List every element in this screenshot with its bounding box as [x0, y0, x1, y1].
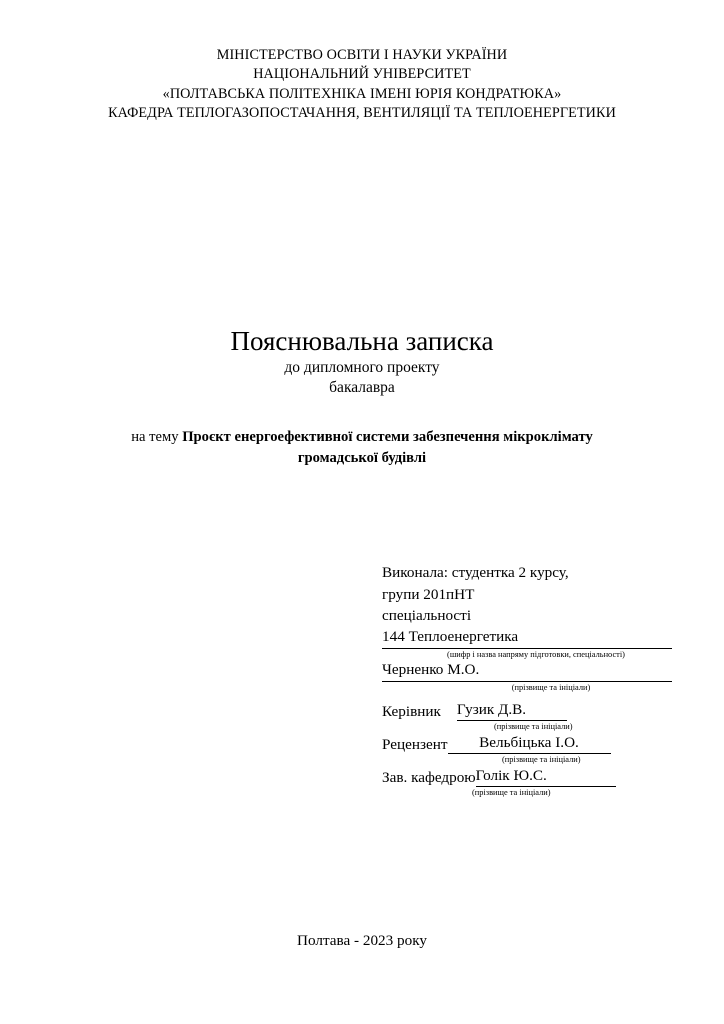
supervisor-name-recenzent: Вельбіцька І.О. [448, 733, 611, 754]
organization-line-university-name: «ПОЛТАВСЬКА ПОЛІТЕХНІКА ІМЕНІ ЮРІЯ КОНДРАТЮКА» [162, 85, 562, 102]
author-speciality-value: 144 Теплоенергетика [382, 627, 672, 649]
supervisor-caption-recenzent: (прізвище та ініціали) [502, 755, 581, 764]
supervisor-row-zav-kafedroyu [382, 766, 682, 787]
supervisor-name-zav-kafedroyu: Голік Ю.С. [476, 766, 616, 787]
author-speciality-label: спеціальності [382, 607, 472, 624]
author-block [382, 562, 672, 693]
author-performed-by: Виконала: студентка 2 курсу, [382, 564, 569, 581]
supervisor-row-recenzent [382, 733, 682, 754]
document-subtitle-degree: бакалавра [329, 379, 395, 396]
document-title: Пояснювальна записка [230, 326, 494, 356]
topic-block [100, 427, 624, 469]
organization-line-ministry: МІНІСТЕРСТВО ОСВІТИ І НАУКИ УКРАЇНИ [216, 47, 508, 63]
supervisor-caption-zav-kafedroyu: (прізвище та ініціали) [472, 788, 551, 797]
supervisor-role-kerivnyk: Керівник [382, 703, 441, 720]
supervisor-name-kerivnyk: Гузик Д.В. [457, 700, 567, 721]
topic-prefix: на тему [131, 429, 183, 445]
supervisor-role-recenzent: Рецензент [382, 736, 448, 753]
author-name: Черненко М.О. [382, 660, 672, 682]
organization-line-university: НАЦІОНАЛЬНИЙ УНІВЕРСИТЕТ [253, 66, 471, 83]
author-speciality-caption: (шифр і назва напряму підготовки, спеціальності) [447, 649, 625, 659]
document-subtitle-project: до дипломного проекту [284, 359, 440, 376]
topic-title-line-1: Проєкт енергоефективної системи забезпечення мікроклімату [182, 429, 593, 445]
supervisor-role-zav-kafedroyu: Зав. кафедрою [382, 769, 476, 786]
author-name-caption: (прізвище та ініціали) [511, 682, 591, 692]
supervisor-caption-kerivnyk: (прізвище та ініціали) [494, 722, 573, 731]
supervisor-row-kerivnyk [382, 700, 682, 721]
author-group: групи 201пНТ [382, 585, 475, 603]
organization-line-department: КАФЕДРА ТЕПЛОГАЗОПОСТАЧАННЯ, ВЕНТИЛЯЦІЇ ТА ТЕПЛОЕНЕРГЕТИКИ [108, 105, 616, 122]
footer-place-year: Полтава - 2023 року [297, 932, 427, 949]
topic-title-line-2: громадської будівлі [297, 450, 427, 466]
supervisors-block [382, 700, 682, 799]
organization-header [0, 46, 724, 124]
